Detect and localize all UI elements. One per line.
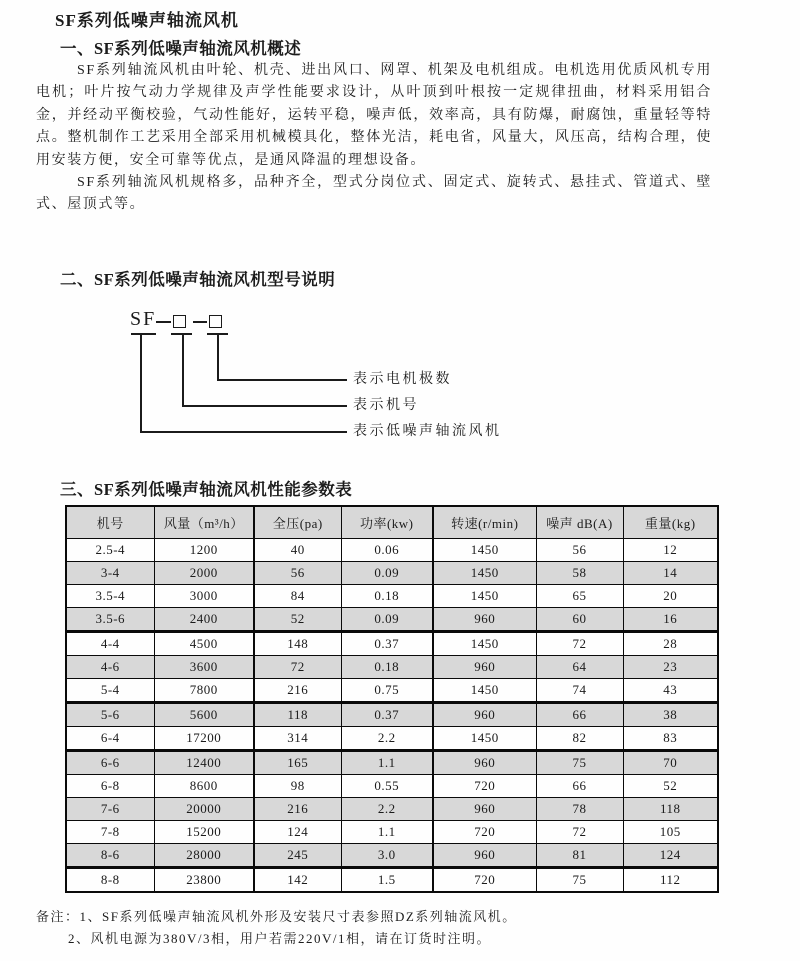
table-cell: 7-8 [66, 821, 154, 844]
table-row [66, 703, 718, 727]
table-cell: 60 [536, 608, 623, 632]
table-cell: 43 [623, 679, 718, 703]
table-cell: 2400 [154, 608, 254, 632]
table-cell: 4-6 [66, 656, 154, 679]
table-cell: 83 [623, 727, 718, 751]
table-cell: 56 [254, 562, 341, 585]
table-cell: 0.75 [341, 679, 433, 703]
connector-dash [156, 321, 171, 323]
table-cell: 1.1 [341, 821, 433, 844]
notes [36, 906, 517, 949]
table-cell: 245 [254, 844, 341, 868]
table-cell: 960 [433, 844, 536, 868]
table-cell: 1.1 [341, 751, 433, 775]
table-cell: 6-8 [66, 775, 154, 798]
table-cell: 960 [433, 703, 536, 727]
table-cell: 2.2 [341, 727, 433, 751]
table-row [66, 751, 718, 775]
header-power: 功率(kw) [341, 506, 433, 539]
table-cell: 1450 [433, 679, 536, 703]
table-header-row [66, 506, 718, 539]
table-cell: 112 [623, 868, 718, 893]
table-cell: 72 [536, 821, 623, 844]
table-row [66, 539, 718, 562]
table-cell: 82 [536, 727, 623, 751]
table-cell: 5600 [154, 703, 254, 727]
table-row [66, 868, 718, 893]
table-cell: 2.2 [341, 798, 433, 821]
leader-line-vertical [140, 335, 142, 433]
table-cell: 960 [433, 751, 536, 775]
table-cell: 75 [536, 868, 623, 893]
table-cell: 960 [433, 798, 536, 821]
header-noise: 噪声 dB(A) [536, 506, 623, 539]
table-cell: 960 [433, 656, 536, 679]
table-cell: 98 [254, 775, 341, 798]
table-row [66, 562, 718, 585]
table-cell: 720 [433, 821, 536, 844]
header-model: 机号 [66, 506, 154, 539]
table-cell: 3600 [154, 656, 254, 679]
table-cell: 4-4 [66, 632, 154, 656]
table-cell: 216 [254, 679, 341, 703]
table-cell: 72 [254, 656, 341, 679]
leader-line-horizontal [217, 379, 347, 381]
table-row [66, 775, 718, 798]
diagram-label-series: 表示低噪声轴流风机 [353, 424, 502, 439]
table-cell: 20 [623, 585, 718, 608]
table-cell: 148 [254, 632, 341, 656]
diagram-label-motor-poles: 表示电机极数 [353, 372, 452, 387]
table-cell: 66 [536, 703, 623, 727]
overview-text [36, 60, 712, 217]
table-cell: 38 [623, 703, 718, 727]
table-cell: 28000 [154, 844, 254, 868]
overview-paragraph-2: SF系列轴流风机规格多，品种齐全，型式分岗位式、固定式、旋转式、悬挂式、管道式、壁式、屋顶式等。 [36, 175, 712, 213]
table-cell: 8600 [154, 775, 254, 798]
table-cell: 1450 [433, 727, 536, 751]
table-cell: 165 [254, 751, 341, 775]
leader-line-horizontal [182, 405, 347, 407]
diagram-label-model-number: 表示机号 [353, 398, 419, 413]
table-cell: 12400 [154, 751, 254, 775]
table-cell: 14 [623, 562, 718, 585]
table-cell: 16 [623, 608, 718, 632]
table-cell: 75 [536, 751, 623, 775]
table-cell: 20000 [154, 798, 254, 821]
table-cell: 65 [536, 585, 623, 608]
table-row [66, 632, 718, 656]
table-row [66, 727, 718, 751]
table-cell: 118 [254, 703, 341, 727]
performance-parameters-table [65, 505, 719, 893]
table-cell: 8-6 [66, 844, 154, 868]
table-cell: 70 [623, 751, 718, 775]
table-cell: 720 [433, 775, 536, 798]
table-cell: 314 [254, 727, 341, 751]
table-cell: 0.18 [341, 585, 433, 608]
table-cell: 216 [254, 798, 341, 821]
table-body [66, 539, 718, 893]
header-weight: 重量(kg) [623, 506, 718, 539]
table-cell: 23 [623, 656, 718, 679]
table-cell: 15200 [154, 821, 254, 844]
table-cell: 12 [623, 539, 718, 562]
table-cell: 7800 [154, 679, 254, 703]
table-cell: 2.5-4 [66, 539, 154, 562]
table-cell: 0.06 [341, 539, 433, 562]
table-cell: 78 [536, 798, 623, 821]
table-cell: 81 [536, 844, 623, 868]
table-cell: 3-4 [66, 562, 154, 585]
table-row [66, 608, 718, 632]
table-cell: 58 [536, 562, 623, 585]
table-cell: 142 [254, 868, 341, 893]
table-cell: 0.18 [341, 656, 433, 679]
underline-prefix [131, 333, 156, 335]
table-row [66, 844, 718, 868]
table-cell: 1450 [433, 632, 536, 656]
table-cell: 84 [254, 585, 341, 608]
table-cell: 72 [536, 632, 623, 656]
table-cell: 1450 [433, 539, 536, 562]
table-cell: 0.09 [341, 562, 433, 585]
table-cell: 118 [623, 798, 718, 821]
table-row [66, 679, 718, 703]
section-3-heading: 三、SF系列低噪声轴流风机性能参数表 [60, 480, 353, 499]
table-row [66, 656, 718, 679]
table-cell: 4500 [154, 632, 254, 656]
table-cell: 64 [536, 656, 623, 679]
table-cell: 0.09 [341, 608, 433, 632]
table-cell: 56 [536, 539, 623, 562]
table-cell: 0.55 [341, 775, 433, 798]
table-cell: 3.5-4 [66, 585, 154, 608]
section-2-heading: 二、SF系列低噪声轴流风机型号说明 [60, 270, 336, 289]
leader-line-vertical [182, 335, 184, 407]
table-cell: 52 [623, 775, 718, 798]
table-cell: 40 [254, 539, 341, 562]
table-cell: 23800 [154, 868, 254, 893]
table-cell: 17200 [154, 727, 254, 751]
table-cell: 3.5-6 [66, 608, 154, 632]
table-cell: 1450 [433, 562, 536, 585]
table-cell: 124 [623, 844, 718, 868]
table-cell: 3.0 [341, 844, 433, 868]
leader-line-horizontal [140, 431, 347, 433]
model-designation-diagram [130, 308, 610, 453]
table-cell: 960 [433, 608, 536, 632]
table-cell: 0.37 [341, 703, 433, 727]
table-cell: 2000 [154, 562, 254, 585]
table-cell: 7-6 [66, 798, 154, 821]
header-pressure: 全压(pa) [254, 506, 341, 539]
table-cell: 1200 [154, 539, 254, 562]
table-cell: 6-4 [66, 727, 154, 751]
section-1-heading: 一、SF系列低噪声轴流风机概述 [60, 39, 302, 58]
table-cell: 1450 [433, 585, 536, 608]
table-cell: 124 [254, 821, 341, 844]
motor-poles-box [209, 315, 222, 328]
note-line-2: 2、风机电源为380V/3相，用户若需220V/1相，请在订货时注明。 [68, 930, 492, 946]
table-cell: 52 [254, 608, 341, 632]
overview-paragraph-1: SF系列轴流风机由叶轮、机壳、进出风口、网罩、机架及电机组成。电机选用优质风机专用电机；叶片按气动力学规律及声学性能要求设计，从叶顶到叶根按一定规律扭曲，材料采用铝合金，并经动平衡校验，气动性能好，运转平稳，噪声低，效率高，具有防爆，耐腐蚀，重量轻等特点。整机制作工艺采用全部采用机械模具化，整体光洁，耗电省，风量大，风压高，结构合理，使用安装方便，安全可靠等优点，是通风降温的理想设备。 [36, 63, 712, 168]
leader-line-vertical [217, 335, 219, 380]
model-number-box [173, 315, 186, 328]
table-cell: 5-4 [66, 679, 154, 703]
table-cell: 0.37 [341, 632, 433, 656]
note-line-1: 备注：1、SF系列低噪声轴流风机外形及安装尺寸表参照DZ系列轴流风机。 [36, 909, 517, 924]
table-cell: 6-6 [66, 751, 154, 775]
table-cell: 74 [536, 679, 623, 703]
page-title: SF系列低噪声轴流风机 [55, 11, 239, 30]
header-airflow: 风量（m³/h） [154, 506, 254, 539]
table-cell: 1.5 [341, 868, 433, 893]
table-row [66, 585, 718, 608]
connector-dash [193, 321, 207, 323]
table-cell: 66 [536, 775, 623, 798]
table-cell: 3000 [154, 585, 254, 608]
table-row [66, 821, 718, 844]
table-cell: 105 [623, 821, 718, 844]
table-cell: 28 [623, 632, 718, 656]
table-cell: 8-8 [66, 868, 154, 893]
model-prefix: SF [130, 308, 157, 330]
table-row [66, 798, 718, 821]
table-cell: 720 [433, 868, 536, 893]
header-speed: 转速(r/min) [433, 506, 536, 539]
table-cell: 5-6 [66, 703, 154, 727]
